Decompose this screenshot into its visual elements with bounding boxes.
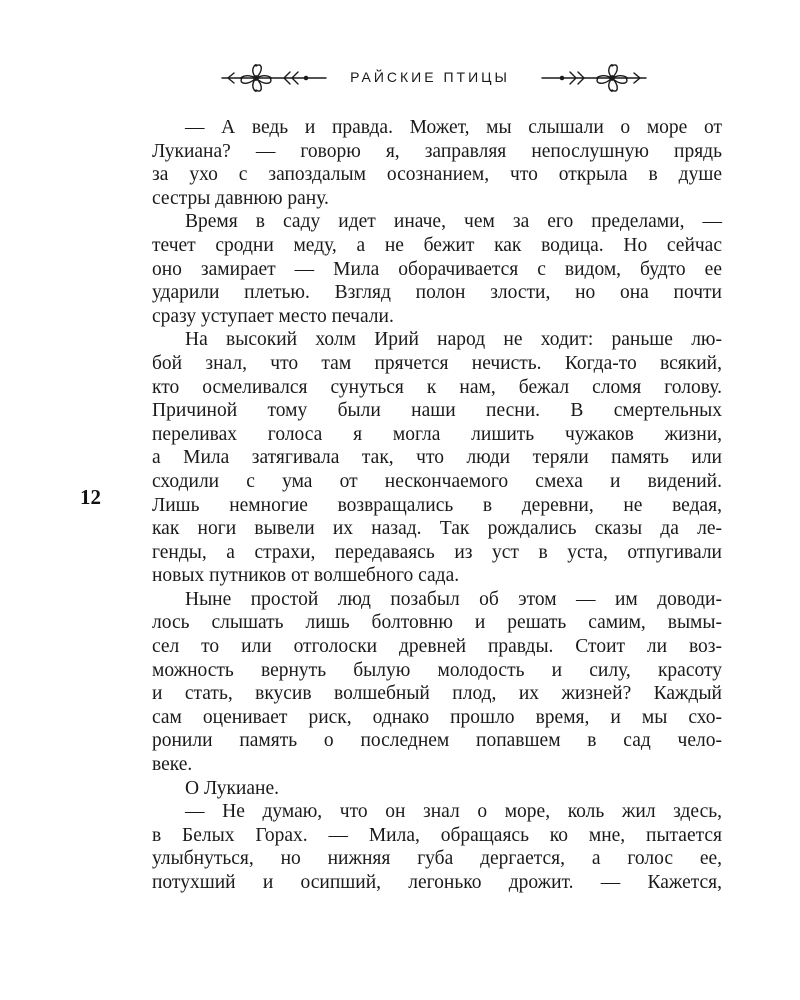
text-line: — Не думаю, что он знал о море, коль жил здесь, <box>185 801 722 823</box>
text-line: как ноги вывели их назад. Так рождались сказы да ле- <box>152 518 722 540</box>
text-line: сразу уступает место печали. <box>152 305 394 327</box>
text-line: течет сродни меду, а не бежит как водица. Но сейчас <box>152 234 722 256</box>
text-line: можность вернуть былую молодость и силу, красоту <box>152 659 722 681</box>
text-line: ронили память о последнем попавшем в сад чело- <box>152 730 722 752</box>
text-line: сел то или отголоски древней правды. Стоит ли воз- <box>152 636 722 658</box>
floral-ornament-icon <box>218 58 328 98</box>
text-line: Причиной тому были наши песни. В смертельных <box>152 400 722 422</box>
text-line: — А ведь и правда. Может, мы слышали о море от <box>185 117 722 138</box>
body-text <box>152 116 722 895</box>
text-line: переливах голоса я могла лишить чужаков жизни, <box>152 423 722 445</box>
text-line: ударили плетью. Взгляд полон злости, но она почти <box>152 282 722 304</box>
text-line: бой знал, что там прячется нечисть. Когда-то всякий, <box>152 352 722 374</box>
text-line: О Лукиане. <box>185 777 279 799</box>
text-line: сам оценивает риск, однако прошло время, и мы схо- <box>152 706 722 728</box>
text-line: сестры давнюю рану. <box>152 187 329 209</box>
floral-ornament-icon <box>540 58 650 98</box>
text-line: улыбнуться, но нижняя губа дергается, а голос ее, <box>152 848 722 870</box>
text-line: Лукиана? — говорю я, заправляя непослушную прядь <box>152 140 722 162</box>
text-line: новых путников от волшебного сада. <box>152 565 460 587</box>
text-line: за ухо с запоздалым осознанием, что открыла в душе <box>152 164 722 186</box>
text-line: Ныне простой люд позабыл об этом — им доводи- <box>185 588 722 610</box>
text-line: потухший и осипший, легонько дрожит. — Кажется, <box>152 872 722 893</box>
text-line: а Мила затягивала так, что люди теряли память или <box>152 447 722 469</box>
text-line: и стать, вкусив волшебный плод, их жизней? Каждый <box>152 683 722 705</box>
text-line: сходили с ума от нескончаемого смеха и видений. <box>152 470 722 492</box>
text-line: в Белых Горах. — Мила, обращаясь ко мне, пытается <box>152 824 722 846</box>
text-line: генды, а страхи, передаваясь из уст в уста, отпугивали <box>152 541 722 563</box>
text-line: веке. <box>152 754 193 776</box>
text-line: Время в саду идет иначе, чем за его пределами, — <box>185 211 722 233</box>
text-line: На высокий холм Ирий народ не ходит: раньше лю- <box>185 329 722 351</box>
text-line: оно замирает — Мила оборачивается с видом, будто ее <box>152 258 722 280</box>
text-line: Лишь немногие возвращались в деревни, не ведая, <box>152 494 722 516</box>
running-title: РАЙСКИЕ ПТИЦЫ <box>350 69 510 85</box>
text-line: лось слышать лишь болтовню и решать самим, вымы- <box>152 612 722 634</box>
text-line: кто осмеливался сунуться к нам, бежал сломя голову. <box>152 376 722 398</box>
page-number: 12 <box>80 485 101 509</box>
page-header <box>0 58 800 98</box>
